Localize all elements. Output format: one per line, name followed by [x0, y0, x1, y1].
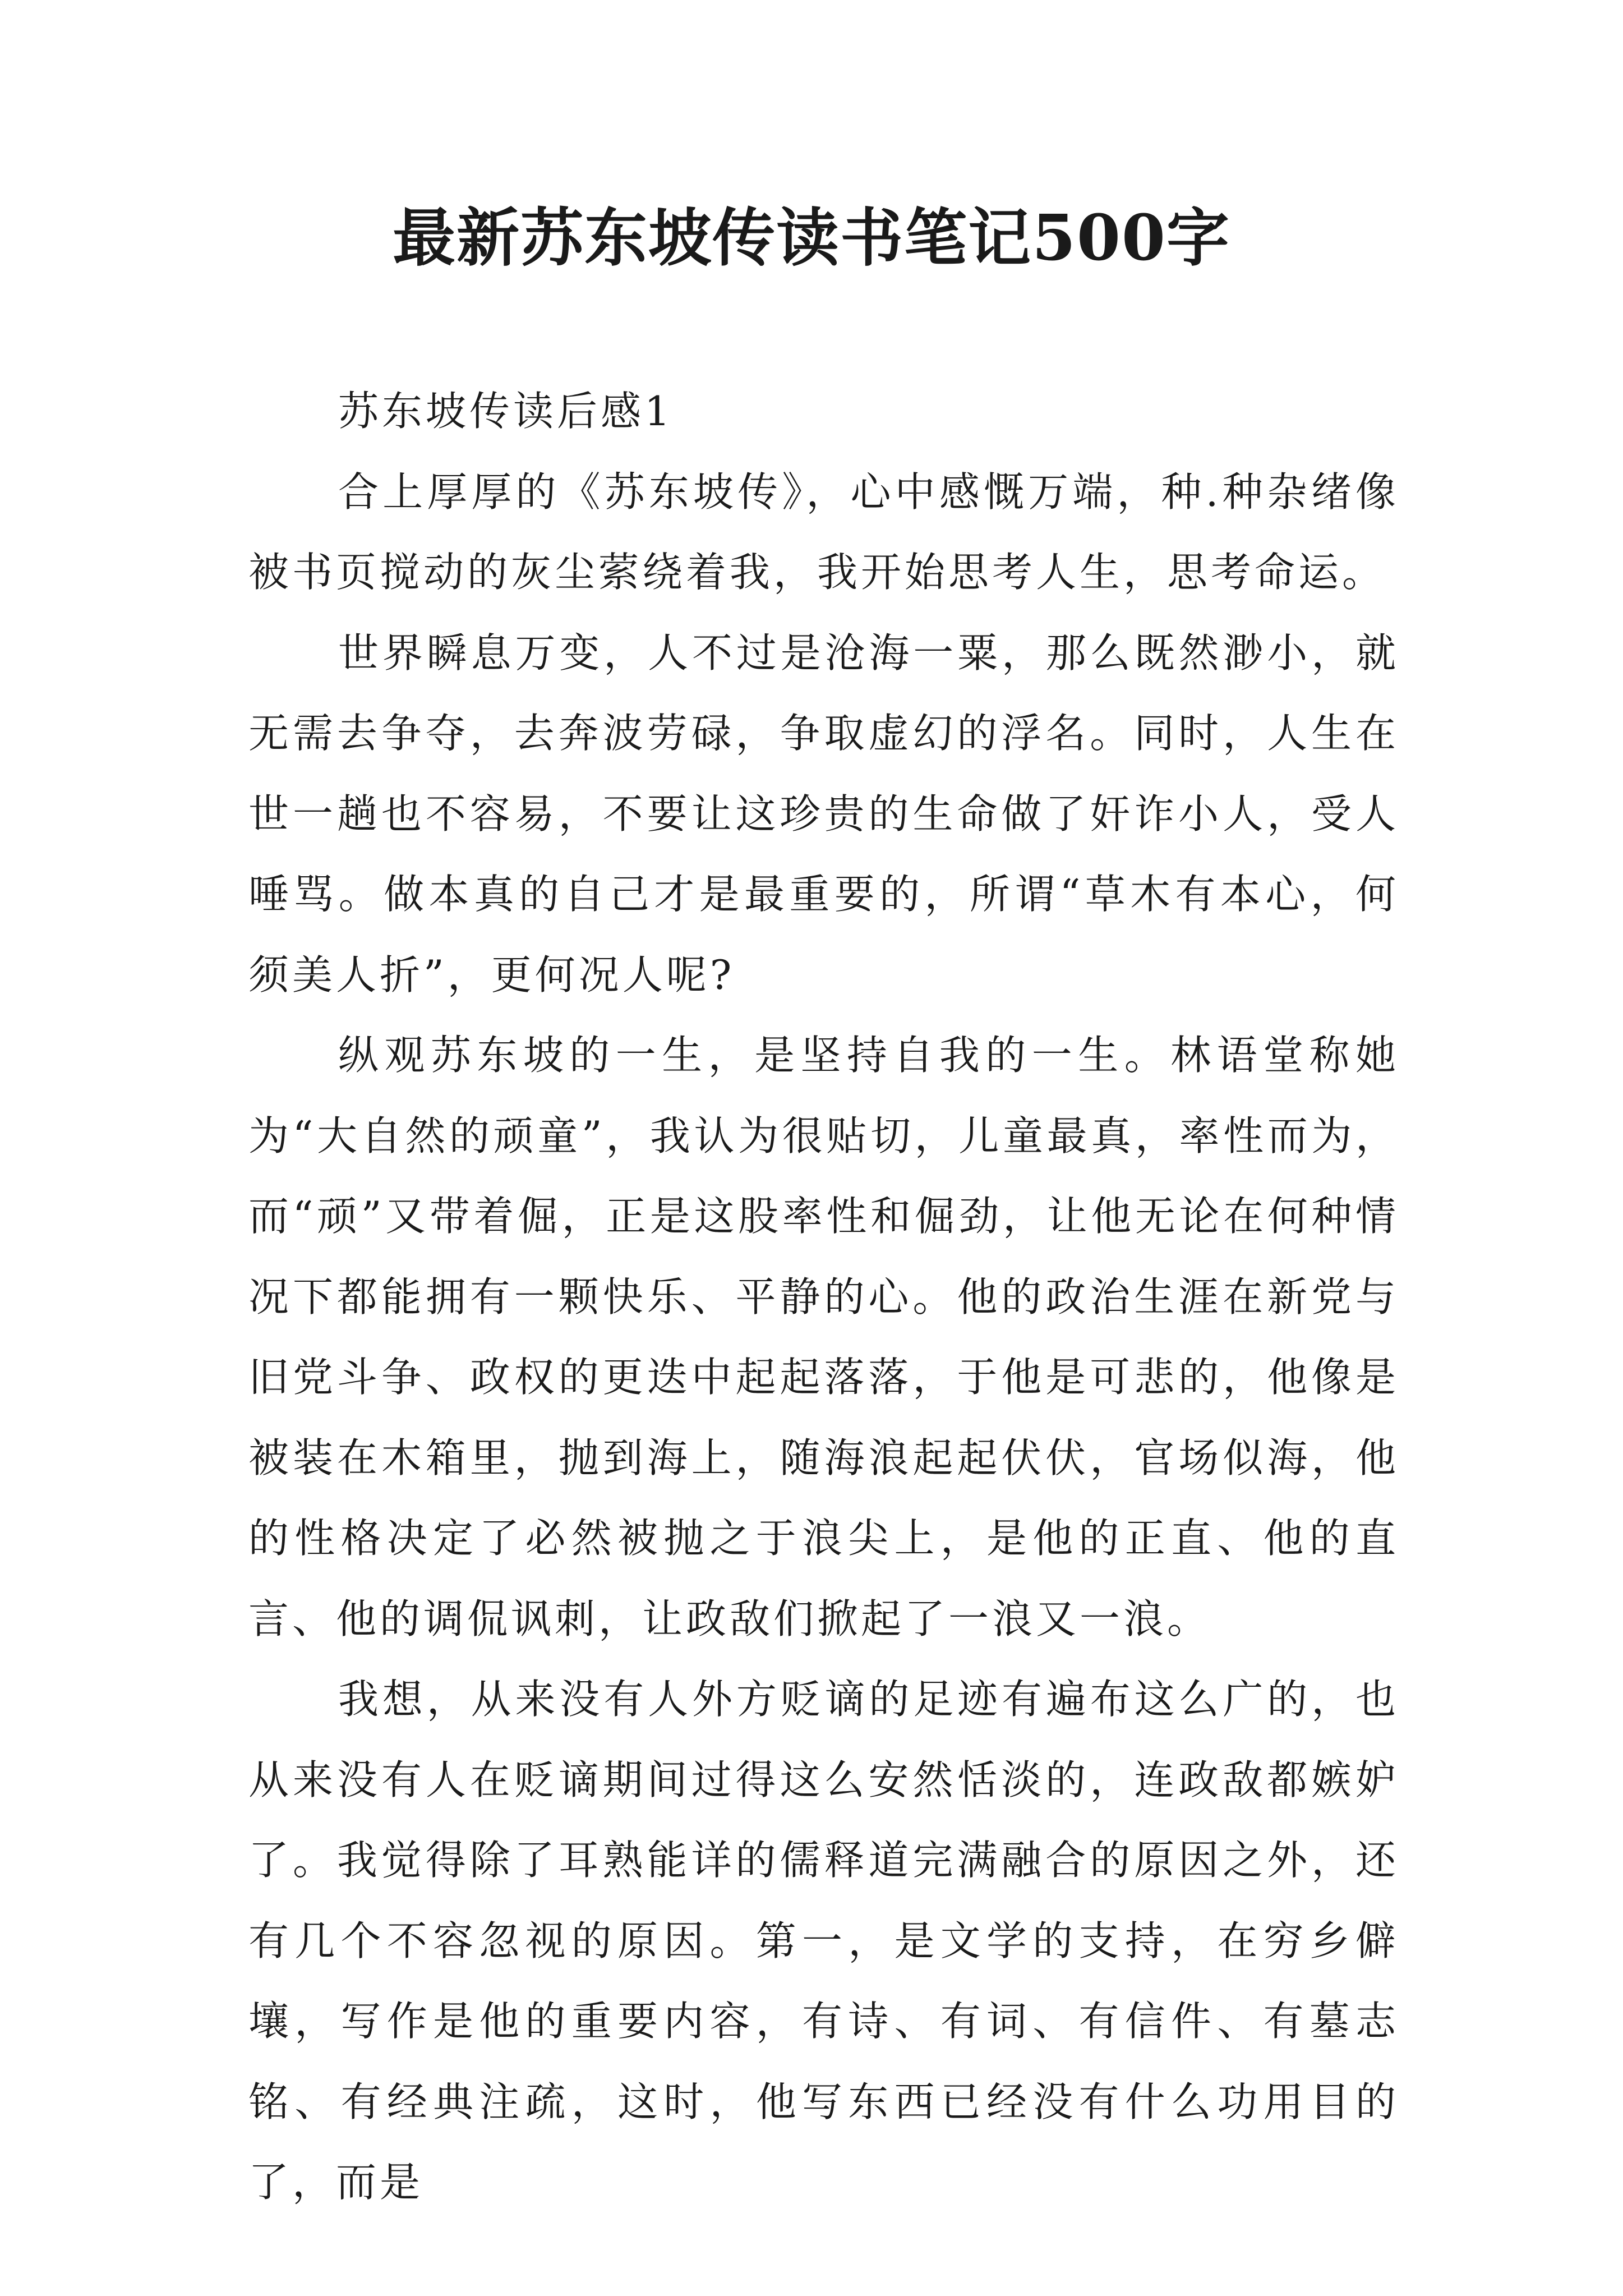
paragraph-2: 世界瞬息万变，人不过是沧海一粟，那么既然渺小，就无需去争夺，去奔波劳碌，争取虚幻的浮名。同时，人生在世一趟也不容易，不要让这珍贵的生命做了奸诈小人，受人唾骂。做本真的自己才是最重要的，所谓“草木有本心，何须美人折”，更何况人呢?: [248, 629, 1399, 999]
document-body: [248, 371, 1399, 2223]
paragraph-3: 纵观苏东坡的一生，是坚持自我的一生。林语堂称她为“大自然的顽童”，我认为很贴切，儿童最真，率性而为，而“顽”又带着倔，正是这股率性和倔劲，让他无论在何种情况下都能拥有一颗快乐、平静的心。他的政治生涯在新党与旧党斗争、政权的更迭中起起落落，于他是可悲的，他像是被装在木箱里，抛到海上，随海浪起起伏伏，官场似海，他的性格决定了必然被抛之于浪尖上，是他的正直、他的直言、他的调侃讽刺，让政敌们掀起了一浪又一浪。: [248, 1032, 1399, 1642]
document-title: 最新苏东坡传读书笔记500字: [393, 201, 1230, 275]
section-heading: 苏东坡传读后感1: [338, 388, 674, 435]
paragraph-4: 我想，从来没有人外方贬谪的足迹有遍布这么广的，也从来没有人在贬谪期间过得这么安然恬淡的，连政敌都嫉妒了。我觉得除了耳熟能详的儒释道完满融合的原因之外，还有几个不容忽视的原因。第一，是文学的支持，在穷乡僻壤，写作是他的重要内容，有诗、有词、有信件、有墓志铭、有经典注疏，这时，他写东西已经没有什么功用目的了，而是: [248, 1676, 1399, 2206]
paragraph-1: 合上厚厚的《苏东坡传》，心中感慨万端，种.种杂绪像被书页搅动的灰尘萦绕着我，我开始思考人生，思考命运。: [248, 468, 1399, 596]
